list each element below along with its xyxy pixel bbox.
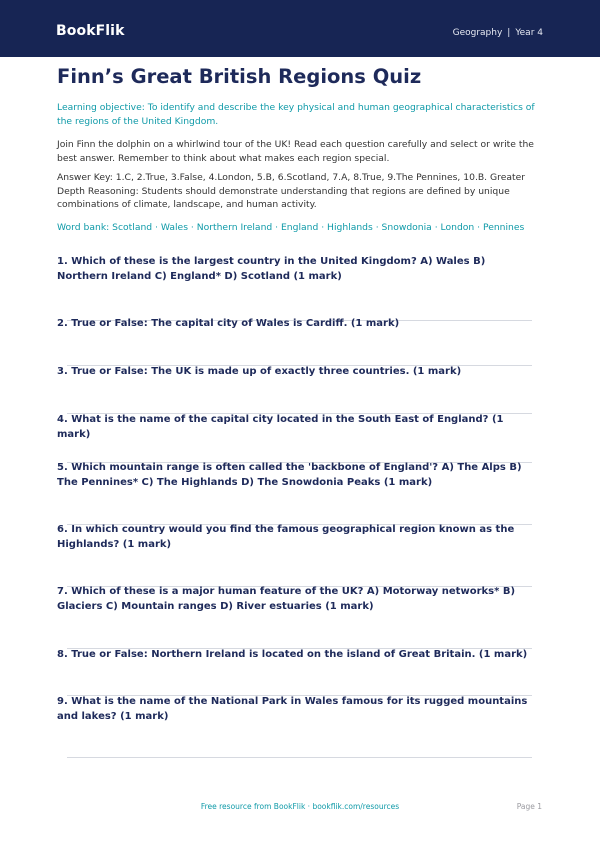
answer-key: Answer Key: 1.C, 2.True, 3.False, 4.London, 5.B, 6.Scotland, 7.A, 8.True, 9.The Pennines, 10.B. Greater Depth Reasoning: Students should demonstrate understanding that regions are defined by unique combinations of climate, landscape, and human activity. xyxy=(57,172,526,210)
meta-separator: | xyxy=(507,28,511,38)
question-4: 4. What is the name of the capital city located in the South East of England? (1 mark) xyxy=(57,414,504,440)
intro-section xyxy=(57,62,543,234)
page-number: Page 1 xyxy=(516,802,542,811)
footer-link[interactable]: Free resource from BookFlik · bookflik.com/resources xyxy=(200,802,400,811)
question-8: 8. True or False: Northern Ireland is located on the island of Great Britain. (1 mark) xyxy=(57,649,528,660)
brand-logo[interactable]: BookFlik xyxy=(56,23,125,39)
question-3: 3. True or False: The UK is made up of exactly three countries. (1 mark) xyxy=(57,366,462,377)
page-title: Finn’s Great British Regions Quiz xyxy=(57,65,422,88)
subject-label: Geography xyxy=(452,28,503,38)
answer-line-9[interactable] xyxy=(67,757,532,758)
question-1: 1. Which of these is the largest country in the United Kingdom? A) Wales B) Northern Ireland C) England* D) Scotland (1 mark) xyxy=(57,256,486,282)
word-bank: Word bank: Scotland · Wales · Northern Ireland · England · Highlands · Snowdonia · London · Pennines xyxy=(57,221,525,233)
header-meta xyxy=(453,28,543,38)
year-label: Year 4 xyxy=(515,28,543,38)
intro-text: Join Finn the dolphin on a whirlwind tour of the UK! Read each question carefully and select or write the best answer. Remember to think about what makes each region special. xyxy=(57,139,534,164)
question-9: 9. What is the name of the National Park in Wales famous for its rugged mountains and lakes? (1 mark) xyxy=(57,696,528,722)
question-7: 7. Which of these is a major human feature of the UK? A) Motorway networks* B) Glaciers C) Mountain ranges D) River estuaries (1 mark) xyxy=(57,586,516,612)
question-6: 6. In which country would you find the famous geographical region known as the Highlands? (1 mark) xyxy=(57,524,515,550)
learning-objective: Learning objective: To identify and describe the key physical and human geographical characteristics of the regions of the United Kingdom. xyxy=(57,102,535,127)
question-2: 2. True or False: The capital city of Wales is Cardiff. (1 mark) xyxy=(57,318,400,329)
question-5: 5. Which mountain range is often called the 'backbone of England'? A) The Alps B) The Pennines* C) The Highlands D) The Snowdonia Peaks (1 mark) xyxy=(57,462,522,488)
header-bar xyxy=(0,0,600,57)
